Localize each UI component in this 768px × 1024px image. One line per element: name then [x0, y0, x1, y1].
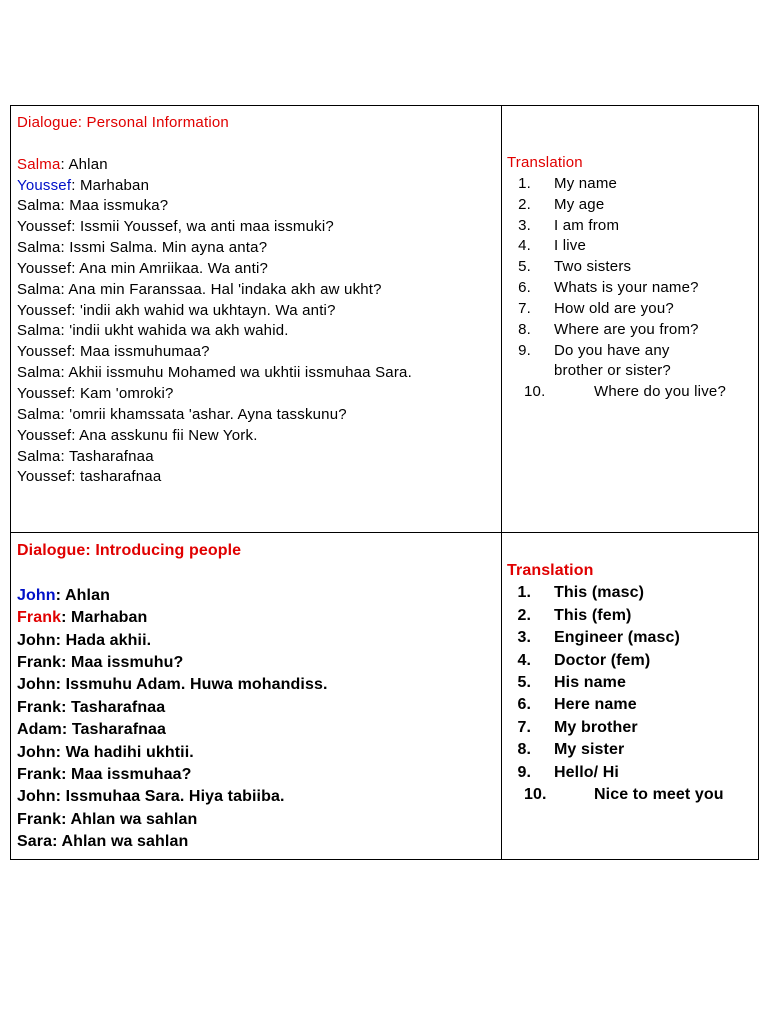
- list-item: 7. My brother: [517, 718, 638, 736]
- dialogue-line: Salma: 'omrii khamssata 'ashar. Ayna tasskunu?: [17, 405, 347, 423]
- translation-list: [507, 174, 752, 403]
- list-item: 3. Engineer (masc): [517, 629, 680, 647]
- speaker-name: Frank: [17, 609, 62, 627]
- dialogue-line: John: Issmuhu Adam. Huwa mohandiss.: [17, 676, 328, 694]
- speaker-text: : Ahlan: [55, 586, 110, 604]
- dialogue-line: [17, 176, 495, 197]
- table-row: [11, 106, 759, 533]
- list-item: brother or sister?: [554, 362, 671, 380]
- list-item: 8. Where are you from?: [518, 320, 699, 338]
- worksheet-table: [10, 105, 759, 860]
- list-item: 5. Two sisters: [518, 258, 632, 276]
- list-item: 3. I am from: [518, 216, 620, 234]
- dialogue-line: [17, 585, 495, 607]
- speaker-text: : Marhaban: [61, 609, 148, 627]
- list-item: 4. I live: [518, 237, 587, 255]
- speaker-name: Salma: [17, 155, 61, 173]
- dialogue-line: Adam: Tasharafnaa: [17, 721, 167, 739]
- list-item: 6. Whats is your name?: [518, 279, 699, 297]
- spacer: [17, 562, 495, 584]
- dialogue-line: Salma: Maa issmuka?: [17, 197, 169, 215]
- list-item: 2. My age: [518, 195, 605, 213]
- translation-cell: [502, 533, 759, 860]
- list-item: 2. This (fem): [517, 606, 632, 624]
- dialogue-line: [17, 155, 495, 176]
- dialogue-line: Salma: Ana min Faranssaa. Hal 'indaka akh aw ukht?: [17, 280, 382, 298]
- table-row: [11, 533, 759, 860]
- list-item: 1. My name: [518, 174, 618, 192]
- list-item: 6. Here name: [517, 696, 637, 714]
- spacer: [17, 134, 495, 155]
- list-item: 10. Nice to meet you: [524, 786, 724, 804]
- dialogue-line: Youssef: 'indii akh wahid wa ukhtayn. Wa anti?: [17, 301, 336, 319]
- dialogue-line: John: Issmuhaa Sara. Hiya tabiiba.: [17, 788, 285, 806]
- list-item: 1. This (masc): [517, 584, 645, 602]
- dialogue-line: Frank: Maa issmuhu?: [17, 654, 184, 672]
- dialogue-line: Salma: Tasharafnaa: [17, 447, 154, 465]
- dialogue-line: Frank: Ahlan wa sahlan: [17, 810, 198, 828]
- dialogue-line: Youssef: Maa issmuhumaa?: [17, 343, 210, 361]
- translation-title: Translation: [507, 562, 594, 579]
- dialogue-line: Sara: Ahlan wa sahlan: [17, 833, 189, 851]
- dialogue-line: Frank: Tasharafnaa: [17, 698, 166, 716]
- speaker-text: : Marhaban: [71, 176, 150, 194]
- list-item: 8. My sister: [517, 741, 625, 759]
- dialogue-line: Youssef: Kam 'omroki?: [17, 384, 174, 402]
- speaker-text: : Ahlan: [60, 155, 108, 173]
- dialogue-line: Youssef: tasharafnaa: [17, 468, 162, 486]
- dialogue-line: Youssef: Ana asskunu fii New York.: [17, 426, 258, 444]
- list-item: 5. His name: [517, 674, 626, 692]
- speaker-name: Youssef: [17, 176, 72, 194]
- list-item: 9. Do you have any: [518, 341, 670, 359]
- dialogue-line: Youssef: Issmii Youssef, wa anti maa issmuki?: [17, 218, 334, 236]
- dialogue-title: Dialogue: Introducing people: [17, 542, 242, 559]
- list-item: 10. Where do you live?: [524, 383, 727, 401]
- dialogue-cell: [11, 106, 502, 533]
- dialogue-line: Salma: Akhii issmuhu Mohamed wa ukhtii issmuhaa Sara.: [17, 364, 412, 382]
- translation-cell: [502, 106, 759, 533]
- dialogue-line: John: Wa hadihi ukhtii.: [17, 743, 194, 761]
- dialogue-cell: [11, 533, 502, 860]
- translation-title: Translation: [507, 154, 583, 171]
- dialogue-line: Youssef: Ana min Amriikaa. Wa anti?: [17, 259, 269, 277]
- dialogue-line: John: Hada akhii.: [17, 631, 152, 649]
- dialogue-line: [17, 607, 495, 629]
- translation-list: [507, 582, 752, 806]
- dialogue-title: Dialogue: Personal Information: [17, 114, 229, 131]
- dialogue-line: Salma: 'indii ukht wahida wa akh wahid.: [17, 322, 289, 340]
- dialogue-line: Salma: Issmi Salma. Min ayna anta?: [17, 239, 268, 257]
- list-item: 4. Doctor (fem): [517, 651, 651, 669]
- dialogue-line: Frank: Maa issmuhaa?: [17, 766, 192, 784]
- list-item: 7. How old are you?: [518, 299, 674, 317]
- speaker-name: John: [17, 586, 56, 604]
- list-item: 9. Hello/ Hi: [517, 763, 619, 781]
